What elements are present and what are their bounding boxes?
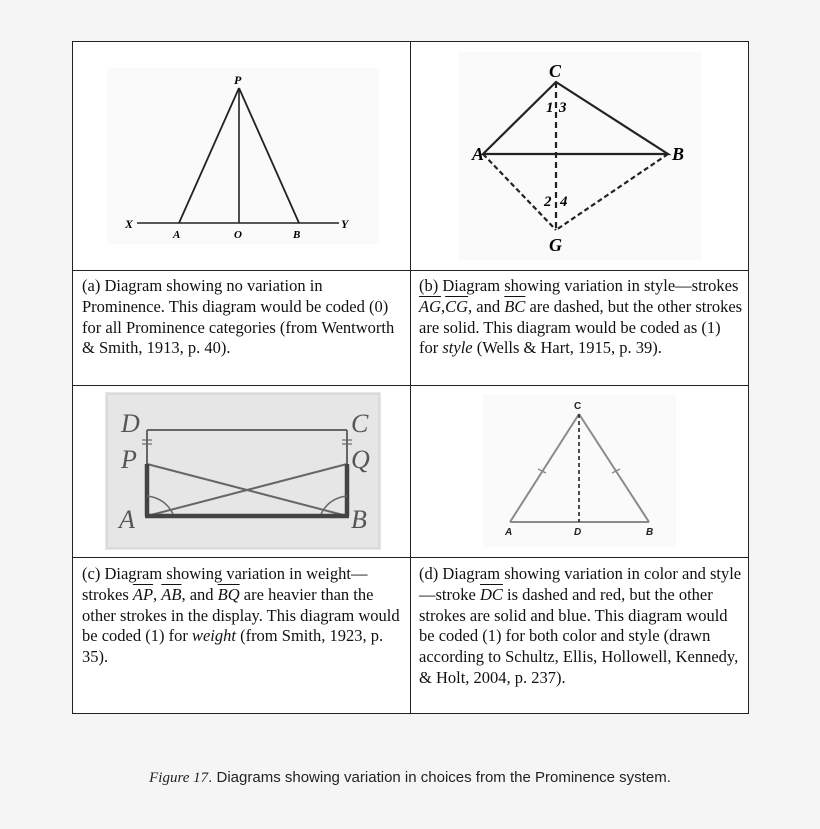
angle-label-2: 2 — [544, 194, 552, 210]
column-divider — [410, 42, 411, 713]
point-label-q: Q — [351, 445, 370, 474]
caption-a: (a) Diagram showing no variation in Prominence. This diagram would be coded (0) for all Prominence categories (from Wentworth & Smith, 1913, p. 40). — [82, 276, 395, 358]
point-label-b: B — [351, 505, 367, 534]
caption-d: (d) Diagram showing variation in color and style—stroke $\overline{DC}$ is dashed and red, but the other strokes are solid and blue. This diagram would be coded (1) for both color and style (drawn according to Schultz, Ellis, Hollowell, Kennedy, & Holt, 2004, p. 237). — [419, 564, 742, 687]
point-label-x: X — [125, 217, 134, 231]
point-label-a: A — [173, 229, 181, 241]
point-label-c: C — [549, 61, 562, 81]
point-label-p: P — [121, 445, 137, 474]
row-divider-1 — [73, 270, 748, 271]
point-label-a: A — [119, 505, 135, 534]
point-label-g: G — [549, 235, 562, 255]
point-label-b: B — [646, 527, 654, 538]
point-label-c: C — [351, 409, 369, 438]
point-label-y: Y — [341, 217, 349, 231]
angle-label-3: 3 — [559, 100, 567, 116]
angle-label-4: 4 — [560, 194, 568, 210]
point-label-b: B — [672, 144, 685, 164]
diagram-b — [458, 52, 702, 260]
diagram-c — [105, 392, 381, 550]
row-divider-2 — [73, 385, 748, 386]
figure-caption — [0, 769, 820, 787]
point-label-b: B — [293, 229, 301, 241]
figure-table — [72, 41, 749, 714]
row-divider-3 — [73, 557, 748, 558]
point-label-d: D — [121, 409, 140, 438]
caption-b: (b) Diagram showing variation in style—strokes $\overline{AG},\overline{CG}$, and $\overline{BC}$ are dashed, but the other strokes are solid. This diagram would be coded as (1) for style (Wells & Hart, 1915, p. 39). — [419, 276, 743, 358]
point-label-c: C — [574, 401, 582, 412]
angle-label-1: 1 — [546, 100, 554, 116]
caption-c: (c) Diagram showing variation in weight—strokes $\overline{AP}$, $\overline{AB}$, and $\overline{BQ}$ are heavier than the other strokes in the display. This diagram would be coded (1) for weight (from Smith, 1923, p. 35). — [82, 564, 400, 667]
point-label-o: O — [234, 229, 242, 241]
point-label-a: A — [472, 144, 485, 164]
point-label-a: A — [505, 527, 513, 538]
diagram-d — [483, 394, 676, 547]
point-label-d: D — [574, 527, 582, 538]
point-label-p: P — [234, 73, 242, 87]
figure-number: Figure 17 — [149, 770, 209, 786]
figure-caption-text: . Diagrams showing variation in choices from the Prominence system. — [208, 769, 671, 786]
diagram-a — [107, 68, 379, 244]
